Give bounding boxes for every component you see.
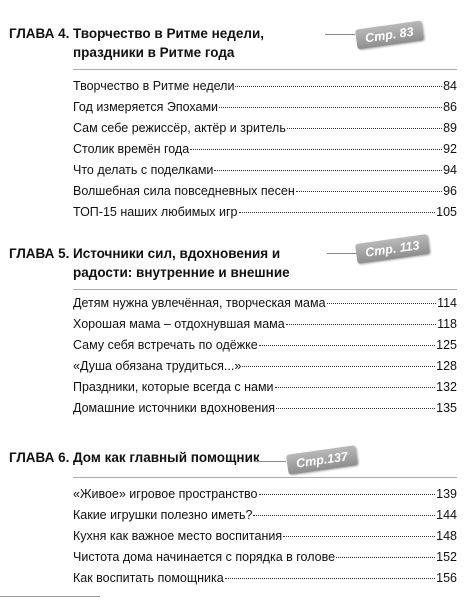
entry-title: «Живое» игровое пространство xyxy=(73,487,258,501)
chapter-5-entries xyxy=(73,293,457,419)
dot-leader xyxy=(259,345,435,346)
entry-title: Саму себя встречать по одёжке xyxy=(73,338,258,352)
entry-page: 135 xyxy=(436,401,457,415)
toc-entry[interactable] xyxy=(73,160,457,181)
entry-page: 84 xyxy=(443,79,457,93)
entry-title: Детям нужна увлечённая, творческая мама xyxy=(73,296,326,310)
chapter-6 xyxy=(0,448,474,488)
toc-entry[interactable] xyxy=(73,505,457,526)
chapter-title: Творчество в Ритме недели, праздники в Ритме года xyxy=(73,26,264,60)
toc-entry[interactable] xyxy=(73,118,457,139)
toc-entry[interactable] xyxy=(73,484,457,505)
chapter-label: ГЛАВА 6. xyxy=(9,450,70,465)
toc-entry[interactable] xyxy=(73,97,457,118)
dot-leader xyxy=(239,212,436,213)
entry-title: Столик времён года xyxy=(73,142,190,156)
entry-title: Какие игрушки полезно иметь? xyxy=(73,508,253,522)
chapter-separator xyxy=(73,69,457,70)
entry-page: 125 xyxy=(436,338,457,352)
entry-title: ТОП-15 наших любимых игр xyxy=(73,205,238,219)
chapter-divider xyxy=(327,253,357,254)
chapter-separator xyxy=(73,289,457,290)
entry-page: 156 xyxy=(436,571,457,585)
dot-leader xyxy=(214,170,442,171)
page-badge: Стр.137 xyxy=(286,445,358,475)
entry-page: 128 xyxy=(436,359,457,373)
toc-entry[interactable] xyxy=(73,335,457,356)
entry-page: 89 xyxy=(443,121,457,135)
entry-title: Волшебная сила повседневных песен xyxy=(73,184,295,198)
footer-rule xyxy=(0,596,100,597)
entry-title: Сам себе режиссёр, актёр и зритель xyxy=(73,121,286,135)
chapter-4 xyxy=(0,24,474,64)
entry-title: Чистота дома начинается с порядка в голове xyxy=(73,550,336,564)
dot-leader xyxy=(225,578,435,579)
entry-title: Праздники, которые всегда с нами xyxy=(73,380,274,394)
chapter-title: Дом как главный помощник xyxy=(73,450,260,465)
page-badge: Стр. 83 xyxy=(355,20,424,49)
chapter-header xyxy=(0,24,474,64)
toc-entry[interactable] xyxy=(73,314,457,335)
toc-entry[interactable] xyxy=(73,202,457,223)
dot-leader xyxy=(259,494,436,495)
toc-entry[interactable] xyxy=(73,76,457,97)
entry-title: Творчество в Ритме недели xyxy=(73,79,235,93)
entry-page: 144 xyxy=(436,508,457,522)
toc-entry[interactable] xyxy=(73,398,457,419)
entry-title: Кухня как важное место воспитания xyxy=(73,529,283,543)
entry-title: Год измеряется Эпохами xyxy=(73,100,219,114)
entry-page: 139 xyxy=(436,487,457,501)
chapter-6-entries xyxy=(73,484,457,589)
dot-leader xyxy=(253,515,435,516)
dot-leader xyxy=(296,191,442,192)
chapter-header xyxy=(0,238,474,284)
dot-leader xyxy=(283,536,435,537)
chapter-title: Источники сил, вдохновения и радости: внутренние и внешние xyxy=(73,246,290,280)
toc-entry[interactable] xyxy=(73,139,457,160)
dot-leader xyxy=(286,324,436,325)
entry-page: 152 xyxy=(436,550,457,564)
dot-leader xyxy=(275,387,436,388)
chapter-5 xyxy=(0,238,474,284)
chapter-divider xyxy=(254,461,286,462)
entry-page: 86 xyxy=(443,100,457,114)
chapter-separator xyxy=(73,477,457,478)
dot-leader xyxy=(287,128,442,129)
chapter-divider xyxy=(325,34,355,35)
entry-title: Хорошая мама – отдохнувшая мама xyxy=(73,317,285,331)
entry-title: Домашние источники вдохновения xyxy=(73,401,276,415)
dot-leader xyxy=(190,149,442,150)
entry-page: 132 xyxy=(436,380,457,394)
entry-title: Как воспитать помощника xyxy=(73,571,224,585)
entry-page: 94 xyxy=(443,163,457,177)
page-badge: Стр. 113 xyxy=(355,234,430,264)
dot-leader xyxy=(276,408,435,409)
entry-title: «Душа обязана трудиться...» xyxy=(73,359,242,373)
toc-entry[interactable] xyxy=(73,526,457,547)
entry-page: 118 xyxy=(437,317,457,331)
chapter-4-entries xyxy=(73,76,457,223)
toc-entry[interactable] xyxy=(73,568,457,589)
dot-leader xyxy=(235,86,442,87)
toc-entry[interactable] xyxy=(73,377,457,398)
entry-page: 105 xyxy=(436,205,457,219)
toc-entry[interactable] xyxy=(73,293,457,314)
entry-page: 92 xyxy=(443,142,457,156)
dot-leader xyxy=(336,557,435,558)
chapter-header xyxy=(0,448,474,488)
entry-page: 148 xyxy=(436,529,457,543)
toc-entry[interactable] xyxy=(73,356,457,377)
chapter-label: ГЛАВА 5. xyxy=(9,246,70,261)
entry-page: 96 xyxy=(443,184,457,198)
dot-leader xyxy=(219,107,442,108)
dot-leader xyxy=(327,303,437,304)
dot-leader xyxy=(242,366,435,367)
toc-entry[interactable] xyxy=(73,181,457,202)
chapter-label: ГЛАВА 4. xyxy=(9,26,70,41)
entry-page: 114 xyxy=(437,296,457,310)
toc-entry[interactable] xyxy=(73,547,457,568)
entry-title: Что делать с поделками xyxy=(73,163,214,177)
